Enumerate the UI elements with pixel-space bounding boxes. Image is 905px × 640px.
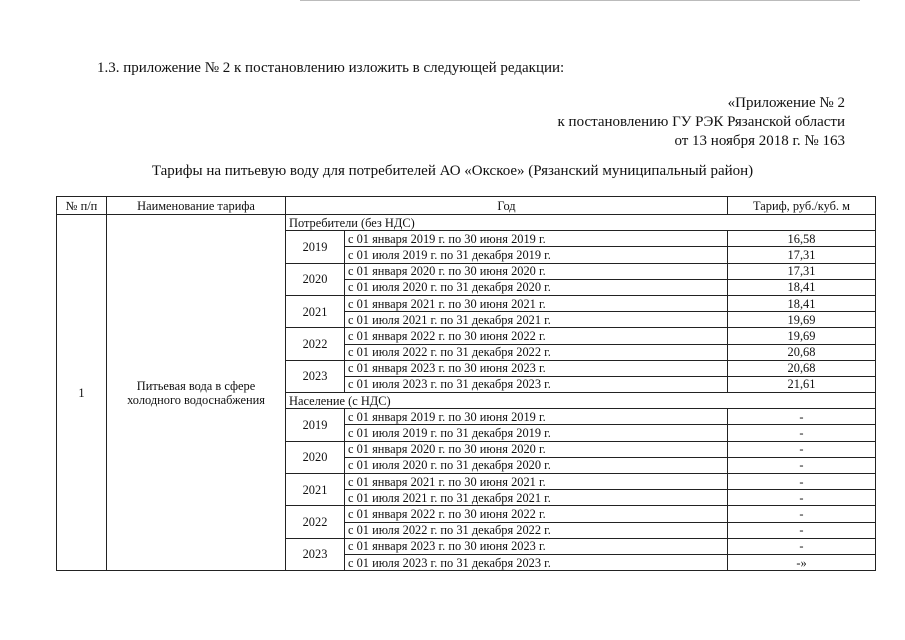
period-cell: с 01 июля 2020 г. по 31 декабря 2020 г. bbox=[345, 457, 728, 473]
tariff-value-cell: - bbox=[728, 457, 876, 473]
year-cell: 2021 bbox=[286, 474, 345, 506]
year-cell: 2020 bbox=[286, 263, 345, 295]
period-cell: с 01 июля 2023 г. по 31 декабря 2023 г. bbox=[345, 554, 728, 570]
tariff-value-cell: - bbox=[728, 441, 876, 457]
year-cell: 2019 bbox=[286, 409, 345, 441]
group-title: Население (с НДС) bbox=[286, 393, 876, 409]
header-year: Год bbox=[286, 197, 728, 215]
tariff-name: Питьевая вода в сфере холодного водоснабжения bbox=[107, 215, 286, 571]
period-cell: с 01 января 2022 г. по 30 июня 2022 г. bbox=[345, 506, 728, 522]
row-number: 1 bbox=[57, 215, 107, 571]
tariff-value-cell: 18,41 bbox=[728, 279, 876, 295]
tariff-value-cell: - bbox=[728, 506, 876, 522]
header-num: № п/п bbox=[57, 197, 107, 215]
year-cell: 2021 bbox=[286, 295, 345, 327]
year-cell: 2023 bbox=[286, 538, 345, 570]
header-tariff: Тариф, руб./куб. м bbox=[728, 197, 876, 215]
period-cell: с 01 января 2023 г. по 30 июня 2023 г. bbox=[345, 360, 728, 376]
appendix-heading bbox=[558, 94, 845, 151]
table-title: Тарифы на питьевую воду для потребителей АО «Окское» (Рязанский муниципальный район) bbox=[151, 163, 754, 179]
period-cell: с 01 января 2023 г. по 30 июня 2023 г. bbox=[345, 538, 728, 554]
year-cell: 2020 bbox=[286, 441, 345, 473]
tariff-value-cell: - bbox=[728, 538, 876, 554]
period-cell: с 01 июля 2020 г. по 31 декабря 2020 г. bbox=[345, 279, 728, 295]
period-cell: с 01 января 2022 г. по 30 июня 2022 г. bbox=[345, 328, 728, 344]
tariff-value-cell: 19,69 bbox=[728, 312, 876, 328]
period-cell: с 01 июля 2023 г. по 31 декабря 2023 г. bbox=[345, 376, 728, 392]
tariff-table bbox=[56, 196, 876, 571]
appendix-line-3: от 13 ноября 2018 г. № 163 bbox=[674, 133, 845, 149]
period-cell: с 01 июля 2019 г. по 31 декабря 2019 г. bbox=[345, 425, 728, 441]
year-cell: 2019 bbox=[286, 231, 345, 263]
period-cell: с 01 января 2019 г. по 30 июня 2019 г. bbox=[345, 231, 728, 247]
tariff-value-cell: 17,31 bbox=[728, 263, 876, 279]
tariff-value-cell: - bbox=[728, 522, 876, 538]
tariff-value-cell: - bbox=[728, 474, 876, 490]
group-title: Потребители (без НДС) bbox=[286, 215, 876, 231]
tariff-value-cell: 20,68 bbox=[728, 344, 876, 360]
tariff-value-cell: - bbox=[728, 425, 876, 441]
tariff-value-cell: - bbox=[728, 409, 876, 425]
period-cell: с 01 июля 2021 г. по 31 декабря 2021 г. bbox=[345, 312, 728, 328]
top-divider bbox=[300, 0, 860, 1]
tariff-value-cell: 17,31 bbox=[728, 247, 876, 263]
tariff-value-cell: 21,61 bbox=[728, 376, 876, 392]
tariff-value-cell: 18,41 bbox=[728, 295, 876, 311]
appendix-line-1: «Приложение № 2 bbox=[727, 95, 845, 111]
period-cell: с 01 июля 2021 г. по 31 декабря 2021 г. bbox=[345, 490, 728, 506]
period-cell: с 01 января 2021 г. по 30 июня 2021 г. bbox=[345, 295, 728, 311]
period-cell: с 01 июля 2022 г. по 31 декабря 2022 г. bbox=[345, 522, 728, 538]
period-cell: с 01 января 2020 г. по 30 июня 2020 г. bbox=[345, 263, 728, 279]
period-cell: с 01 июля 2019 г. по 31 декабря 2019 г. bbox=[345, 247, 728, 263]
tariff-value-cell: - bbox=[728, 490, 876, 506]
group-header-row bbox=[57, 215, 876, 231]
period-cell: с 01 января 2019 г. по 30 июня 2019 г. bbox=[345, 409, 728, 425]
tariff-value-cell: 19,69 bbox=[728, 328, 876, 344]
appendix-line-2: к постановлению ГУ РЭК Рязанской области bbox=[557, 114, 845, 130]
tariff-value-cell: 16,58 bbox=[728, 231, 876, 247]
tariff-value-cell: -» bbox=[728, 554, 876, 570]
period-cell: с 01 июля 2022 г. по 31 декабря 2022 г. bbox=[345, 344, 728, 360]
header-name: Наименование тарифа bbox=[107, 197, 286, 215]
period-cell: с 01 января 2020 г. по 30 июня 2020 г. bbox=[345, 441, 728, 457]
tariff-value-cell: 20,68 bbox=[728, 360, 876, 376]
year-cell: 2022 bbox=[286, 506, 345, 538]
table-header-row bbox=[57, 197, 876, 215]
year-cell: 2022 bbox=[286, 328, 345, 360]
year-cell: 2023 bbox=[286, 360, 345, 392]
intro-paragraph: 1.3. приложение № 2 к постановлению изложить в следующей редакции: bbox=[97, 60, 565, 76]
period-cell: с 01 января 2021 г. по 30 июня 2021 г. bbox=[345, 474, 728, 490]
